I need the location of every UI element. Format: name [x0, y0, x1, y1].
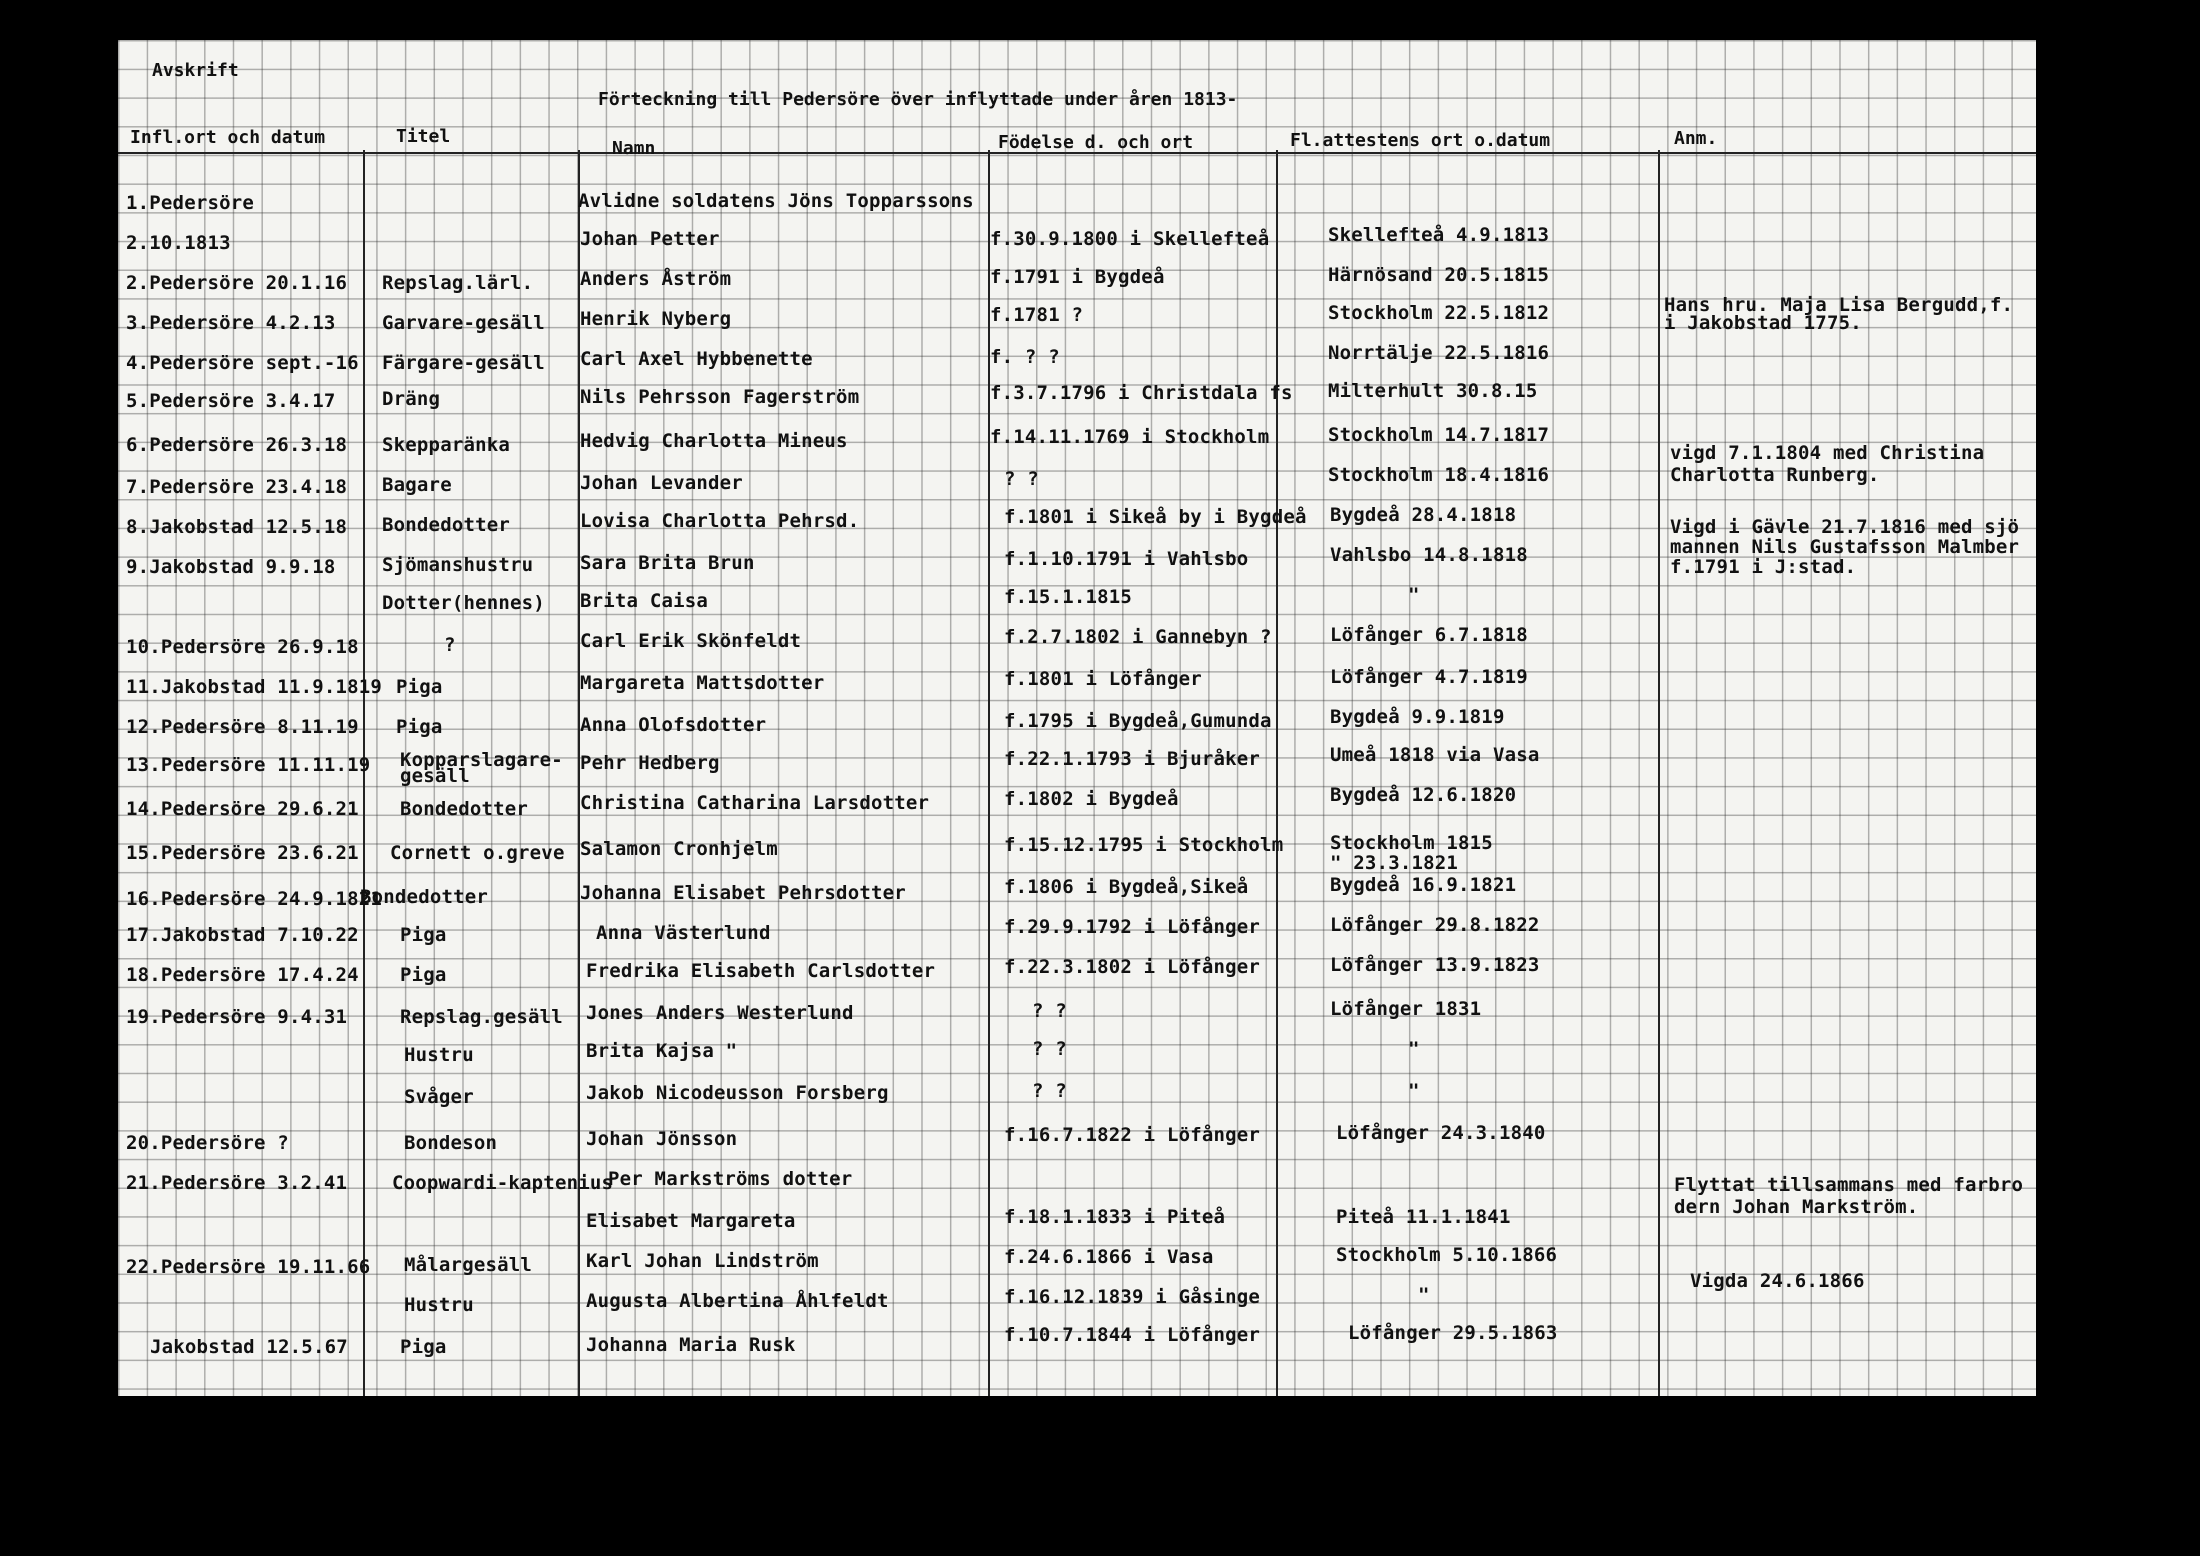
- attest-cell: Löfånger 6.7.1818: [1330, 624, 1528, 646]
- infl-cell: 4.Pedersöre sept.-16: [126, 352, 359, 374]
- namn-cell: Sara Brita Brun: [580, 552, 755, 574]
- fodelse-cell: f.1801 i Sikeå by i Bygdeå: [1004, 506, 1307, 528]
- fodelse-cell: f.16.12.1839 i Gåsinge: [1004, 1286, 1261, 1308]
- namn-cell: Johanna Maria Rusk: [586, 1334, 796, 1356]
- column-header-fodelse: Födelse d. och ort: [998, 132, 1194, 153]
- register-card: [118, 40, 2036, 1396]
- infl-cell: 10.Pedersöre 26.9.18: [126, 636, 359, 658]
- titel-cell: ?: [444, 634, 456, 656]
- remark-text: i Jakobstad 1775.: [1664, 312, 1862, 334]
- remark-text: f.1791 i J:stad.: [1670, 556, 1857, 578]
- namn-cell: Brita Kajsa ": [586, 1040, 738, 1062]
- fodelse-cell: f.30.9.1800 i Skellefteå: [990, 228, 1270, 250]
- attest-cell: Milterhult 30.8.15: [1328, 380, 1538, 402]
- titel-cell: Bondeson: [404, 1132, 498, 1154]
- attest-cell: Härnösand 20.5.1815: [1328, 264, 1550, 286]
- titel-cell: Kopparslagare-gesäll: [400, 749, 563, 787]
- infl-cell: 15.Pedersöre 23.6.21: [126, 842, 359, 864]
- namn-cell: Elisabet Margareta: [586, 1210, 796, 1232]
- infl-cell: 13.Pedersöre 11.11.19: [126, 754, 371, 776]
- fodelse-cell: f.14.11.1769 i Stockholm: [990, 426, 1270, 448]
- remark-text: dern Johan Markström.: [1674, 1196, 1919, 1218]
- fodelse-cell: f.1801 i Löfånger: [1004, 668, 1202, 690]
- page-title: Förteckning till Pedersöre över inflyttade under åren 1813-: [598, 89, 1238, 110]
- namn-cell: Karl Johan Lindström: [586, 1250, 819, 1272]
- attest-cell: Skellefteå 4.9.1813: [1328, 224, 1550, 246]
- column-rule: [1276, 150, 1278, 1396]
- infl-cell: 20.Pedersöre ?: [126, 1132, 289, 1154]
- infl-cell: 11.Jakobstad 11.9.1819: [126, 676, 383, 698]
- namn-cell: Anna Olofsdotter: [580, 714, 767, 736]
- fodelse-cell: f.10.7.1844 i Löfånger: [1004, 1324, 1261, 1346]
- infl-cell: 7.Pedersöre 23.4.18: [126, 476, 348, 498]
- fodelse-cell: f.1.10.1791 i Vahlsbo: [1004, 548, 1249, 570]
- titel-cell: Repslag.gesäll: [400, 1006, 563, 1028]
- namn-cell: Pehr Hedberg: [580, 752, 720, 774]
- attest-cell: Piteå 11.1.1841: [1336, 1206, 1511, 1228]
- column-header-titel: Titel: [396, 126, 451, 147]
- remark-text: Hans hru. Maja Lisa Bergudd,f.: [1664, 294, 2014, 316]
- titel-cell: Sjömanshustru: [382, 554, 534, 576]
- namn-cell: Augusta Albertina Åhlfeldt: [586, 1290, 889, 1312]
- namn-cell: Johan Levander: [580, 472, 743, 494]
- titel-cell: Piga: [400, 964, 447, 986]
- infl-cell: 8.Jakobstad 12.5.18: [126, 516, 348, 538]
- namn-cell: Salamon Cronhjelm: [580, 838, 778, 860]
- attest-cell: ": [1408, 1080, 1420, 1102]
- fodelse-cell: f.1795 i Bygdeå,Gumunda: [1004, 710, 1272, 732]
- fodelse-cell: f.24.6.1866 i Vasa: [1004, 1246, 1214, 1268]
- infl-cell: 3.Pedersöre 4.2.13: [126, 312, 336, 334]
- namn-cell: Nils Pehrsson Fagerström: [580, 386, 860, 408]
- attest-cell-continued: " 23.3.1821: [1330, 852, 1459, 874]
- titel-cell: Piga: [400, 924, 447, 946]
- titel-cell: Bondedotter: [400, 798, 529, 820]
- attest-cell: Löfånger 29.5.1863: [1348, 1322, 1558, 1344]
- attest-cell: Bygdeå 9.9.1819: [1330, 706, 1505, 728]
- namn-cell: Margareta Mattsdotter: [580, 672, 825, 694]
- infl-cell: 6.Pedersöre 26.3.18: [126, 434, 348, 456]
- attest-cell: Löfånger 1831: [1330, 998, 1482, 1020]
- namn-cell: Lovisa Charlotta Pehrsd.: [580, 510, 860, 532]
- infl-cell: 21.Pedersöre 3.2.41: [126, 1172, 348, 1194]
- fodelse-cell: f.3.7.1796 i Christdala fs: [990, 382, 1293, 404]
- namn-cell: Fredrika Elisabeth Carlsdotter: [586, 960, 936, 982]
- titel-cell: Cornett o.greve: [390, 842, 565, 864]
- attest-cell: Stockholm 1815: [1330, 832, 1493, 854]
- attest-cell: Stockholm 5.10.1866: [1336, 1244, 1558, 1266]
- titel-cell: Dotter(hennes): [382, 592, 545, 614]
- namn-cell: Per Markströms dotter: [608, 1168, 853, 1190]
- namn-cell: Henrik Nyberg: [580, 308, 732, 330]
- titel-cell: Piga: [396, 716, 443, 738]
- namn-cell: Carl Erik Skönfeldt: [580, 630, 802, 652]
- fodelse-cell: f.18.1.1833 i Piteå: [1004, 1206, 1226, 1228]
- attest-cell: Bygdeå 28.4.1818: [1330, 504, 1517, 526]
- attest-cell: Bygdeå 16.9.1821: [1330, 874, 1517, 896]
- fodelse-cell: ? ?: [1004, 468, 1039, 490]
- namn-cell: Christina Catharina Larsdotter: [580, 792, 930, 814]
- fodelse-cell: f.1806 i Bygdeå,Sikeå: [1004, 876, 1249, 898]
- attest-cell: Umeå 1818 via Vasa: [1330, 744, 1540, 766]
- attest-cell: Stockholm 14.7.1817: [1328, 424, 1550, 446]
- attest-cell: ": [1418, 1284, 1430, 1306]
- titel-cell: Bagare: [382, 474, 452, 496]
- namn-cell: Johan Jönsson: [586, 1128, 738, 1150]
- column-header-attest: Fl.attestens ort o.datum: [1290, 130, 1551, 151]
- namn-cell: Johan Petter: [580, 228, 720, 250]
- fodelse-cell: ? ?: [1032, 1080, 1067, 1102]
- column-header-namn: Namn: [612, 138, 656, 159]
- remark-text: Flyttat tillsammans med farbro: [1674, 1174, 2024, 1196]
- infl-cell: 17.Jakobstad 7.10.22: [126, 924, 359, 946]
- namn-cell: Brita Caisa: [580, 590, 709, 612]
- attest-cell: Norrtälje 22.5.1816: [1328, 342, 1550, 364]
- namn-cell: Hedvig Charlotta Mineus: [580, 430, 848, 452]
- infl-cell: 14.Pedersöre 29.6.21: [126, 798, 359, 820]
- infl-cell: 16.Pedersöre 24.9.1821: [126, 888, 383, 910]
- remark-text: Vigd i Gävle 21.7.1816 med sjö: [1670, 516, 2020, 538]
- fodelse-cell: f. ? ?: [990, 346, 1060, 368]
- titel-cell: Piga: [396, 676, 443, 698]
- attest-cell: Löfånger 4.7.1819: [1330, 666, 1528, 688]
- remark-text: vigd 7.1.1804 med Christina: [1670, 442, 1985, 464]
- infl-cell: 22.Pedersöre 19.11.66: [126, 1256, 371, 1278]
- fodelse-cell: f.1791 i Bygdeå: [990, 266, 1165, 288]
- document-label: Avskrift: [152, 60, 239, 81]
- remark-text: Charlotta Runberg.: [1670, 464, 1880, 486]
- attest-cell: ": [1408, 584, 1420, 606]
- attest-cell: Bygdeå 12.6.1820: [1330, 784, 1517, 806]
- fodelse-cell: f.1781 ?: [990, 304, 1084, 326]
- titel-cell: Garvare-gesäll: [382, 312, 545, 334]
- attest-cell: Löfånger 13.9.1823: [1330, 954, 1540, 976]
- fodelse-cell: ? ?: [1032, 1038, 1067, 1060]
- fodelse-cell: f.22.1.1793 i Bjuråker: [1004, 748, 1261, 770]
- titel-cell: Dräng: [382, 388, 441, 410]
- column-header-anm: Anm.: [1674, 128, 1718, 149]
- titel-cell: Målargesäll: [404, 1254, 533, 1276]
- fodelse-cell: f.29.9.1792 i Löfånger: [1004, 916, 1261, 938]
- namn-cell: Anna Västerlund: [596, 922, 771, 944]
- titel-cell: Färgare-gesäll: [382, 352, 545, 374]
- titel-cell: Hustru: [404, 1294, 474, 1316]
- remark-text: Vigda 24.6.1866: [1690, 1270, 1865, 1292]
- namn-cell: Anders Åström: [580, 268, 732, 290]
- column-header-infl: Infl.ort och datum: [130, 127, 326, 148]
- infl-cell: 2.Pedersöre 20.1.16: [126, 272, 348, 294]
- fodelse-cell: f.15.1.1815: [1004, 586, 1133, 608]
- infl-cell: 12.Pedersöre 8.11.19: [126, 716, 359, 738]
- attest-cell: ": [1408, 1038, 1420, 1060]
- namn-cell: Johanna Elisabet Pehrsdotter: [580, 882, 906, 904]
- titel-cell: Svåger: [404, 1086, 474, 1108]
- remark-text: mannen Nils Gustafsson Malmber: [1670, 536, 2020, 558]
- infl-cell: 18.Pedersöre 17.4.24: [126, 964, 359, 986]
- titel-cell: Bondedotter: [360, 886, 489, 908]
- column-rule: [988, 150, 990, 1396]
- column-rule: [1658, 150, 1660, 1396]
- titel-cell: Hustru: [404, 1044, 474, 1066]
- namn-cell: Avlidne soldatens Jöns Topparssons: [578, 190, 974, 212]
- fodelse-cell: f.15.12.1795 i Stockholm: [1004, 834, 1284, 856]
- titel-cell: Coopwardi-kaptenius: [392, 1172, 614, 1194]
- infl-cell: Jakobstad 12.5.67: [150, 1336, 348, 1358]
- namn-cell: Jakob Nicodeusson Forsberg: [586, 1082, 889, 1104]
- fodelse-cell: f.2.7.1802 i Gannebyn ?: [1004, 626, 1272, 648]
- fodelse-cell: f.22.3.1802 i Löfånger: [1004, 956, 1261, 978]
- attest-cell: Löfånger 24.3.1840: [1336, 1122, 1546, 1144]
- titel-cell: Skepparänka: [382, 434, 511, 456]
- attest-cell: Stockholm 18.4.1816: [1328, 464, 1550, 486]
- attest-cell: Stockholm 22.5.1812: [1328, 302, 1550, 324]
- infl-cell: 2.10.1813: [126, 232, 231, 254]
- namn-cell: Carl Axel Hybbenette: [580, 348, 813, 370]
- fodelse-cell: f.1802 i Bygdeå: [1004, 788, 1179, 810]
- infl-cell: 9.Jakobstad 9.9.18: [126, 556, 336, 578]
- infl-cell: 19.Pedersöre 9.4.31: [126, 1006, 348, 1028]
- titel-cell: Bondedotter: [382, 514, 511, 536]
- fodelse-cell: ? ?: [1032, 1000, 1067, 1022]
- attest-cell: Vahlsbo 14.8.1818: [1330, 544, 1528, 566]
- titel-cell: Repslag.lärl.: [382, 272, 534, 294]
- titel-cell: Piga: [400, 1336, 447, 1358]
- namn-cell: Jones Anders Westerlund: [586, 1002, 854, 1024]
- fodelse-cell: f.16.7.1822 i Löfånger: [1004, 1124, 1261, 1146]
- attest-cell: Löfånger 29.8.1822: [1330, 914, 1540, 936]
- infl-cell: 5.Pedersöre 3.4.17: [126, 390, 336, 412]
- infl-cell: 1.Pedersöre: [126, 192, 255, 214]
